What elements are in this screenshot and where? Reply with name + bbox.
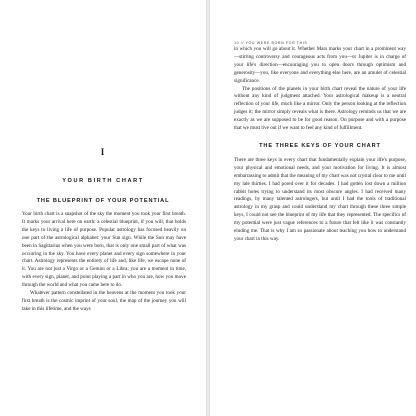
left-page (0, 0, 206, 416)
chapter-number: I (100, 147, 106, 157)
paragraph: in which you will go about it. Whether Mars marks your chart in a prominent way—stirring controversy and courageous acts from you—or Jupiter is in charge of your life's direction—encouraging you to open doors through optimism and generosity—you, like everyone and everything else here, are an amulet of celestial significance. (234, 46, 406, 84)
section-heading-three-keys: THE THREE KEYS OF YOUR CHART (259, 142, 381, 149)
section-heading-blueprint: THE BLUEPRINT OF YOUR POTENTIAL (36, 198, 170, 204)
right-body-text (234, 46, 406, 244)
paragraph: Your birth chart is a snapshot of the sky the moment you took your first breath. It marks your arrival here on earth: a celestial blueprint, if you will, that holds the keys to living a life of purpose. Popular astrology has focused heavily on one part of the astrological alphabet: your Sun sign. While the Sun may have been in Sagittarius when you were born, that is only one small part of what was occurring in the sky. You have every planet and every sign somewhere in your chart. Astrology represents the entirety of life and, like life, we escape none of it. You are not just a Virgo or a Gemini or a Libra; you are a moment in time, with every sign, planet, and point playing a part in who you are, how you move through the world and what you came here to do. (22, 211, 186, 289)
paragraph: There are three keys in every chart that fundamentally explain your life's purpose, your physical and emotional needs, and your motivation for living. It is almost embarrassing to admit that the meaning of my chart was not crystal clear to me until my late thirties. I had pored over it for decades. I had gotten lost down a million rabbit holes trying to understand its most obscure angles. I had received many readings, by many talented astrologers, but until I had the tools of traditional astrology in my grasp and could understand my chart through these three simple keys, I could not see the blueprint of my life that they represented. The specifics of my potential were just vague references to a future that felt like it was constantly eluding me. That is why I am so passionate about teaching you how to understand your chart in this way. (234, 156, 406, 242)
running-head: 10 // YOU WERE BORN FOR THIS (234, 41, 308, 45)
chapter-title: YOUR BIRTH CHART (62, 178, 144, 184)
left-body-text (22, 211, 186, 314)
paragraph: Whatever pattern constellated in the heavens at the moment you took your first breath is the cosmic imprint of your soul, the map of the journey you will take in this lifetime, and the ways (22, 290, 186, 312)
right-page (210, 0, 416, 416)
paragraph: The positions of the planets in your birth chart reveal the nature of your life without any kind of judgment attached. Your astrological makeup is a neutral reflection of your life, much like a mirror. Only the person looking at the reflection judges it; the mirror simply reveals what is there. Astrology reminds us that we are exactly as we are supposed to be for good reason. On purpose and with a purpose that we must live out if we want to feel any kind of fulfillment. (234, 85, 406, 132)
